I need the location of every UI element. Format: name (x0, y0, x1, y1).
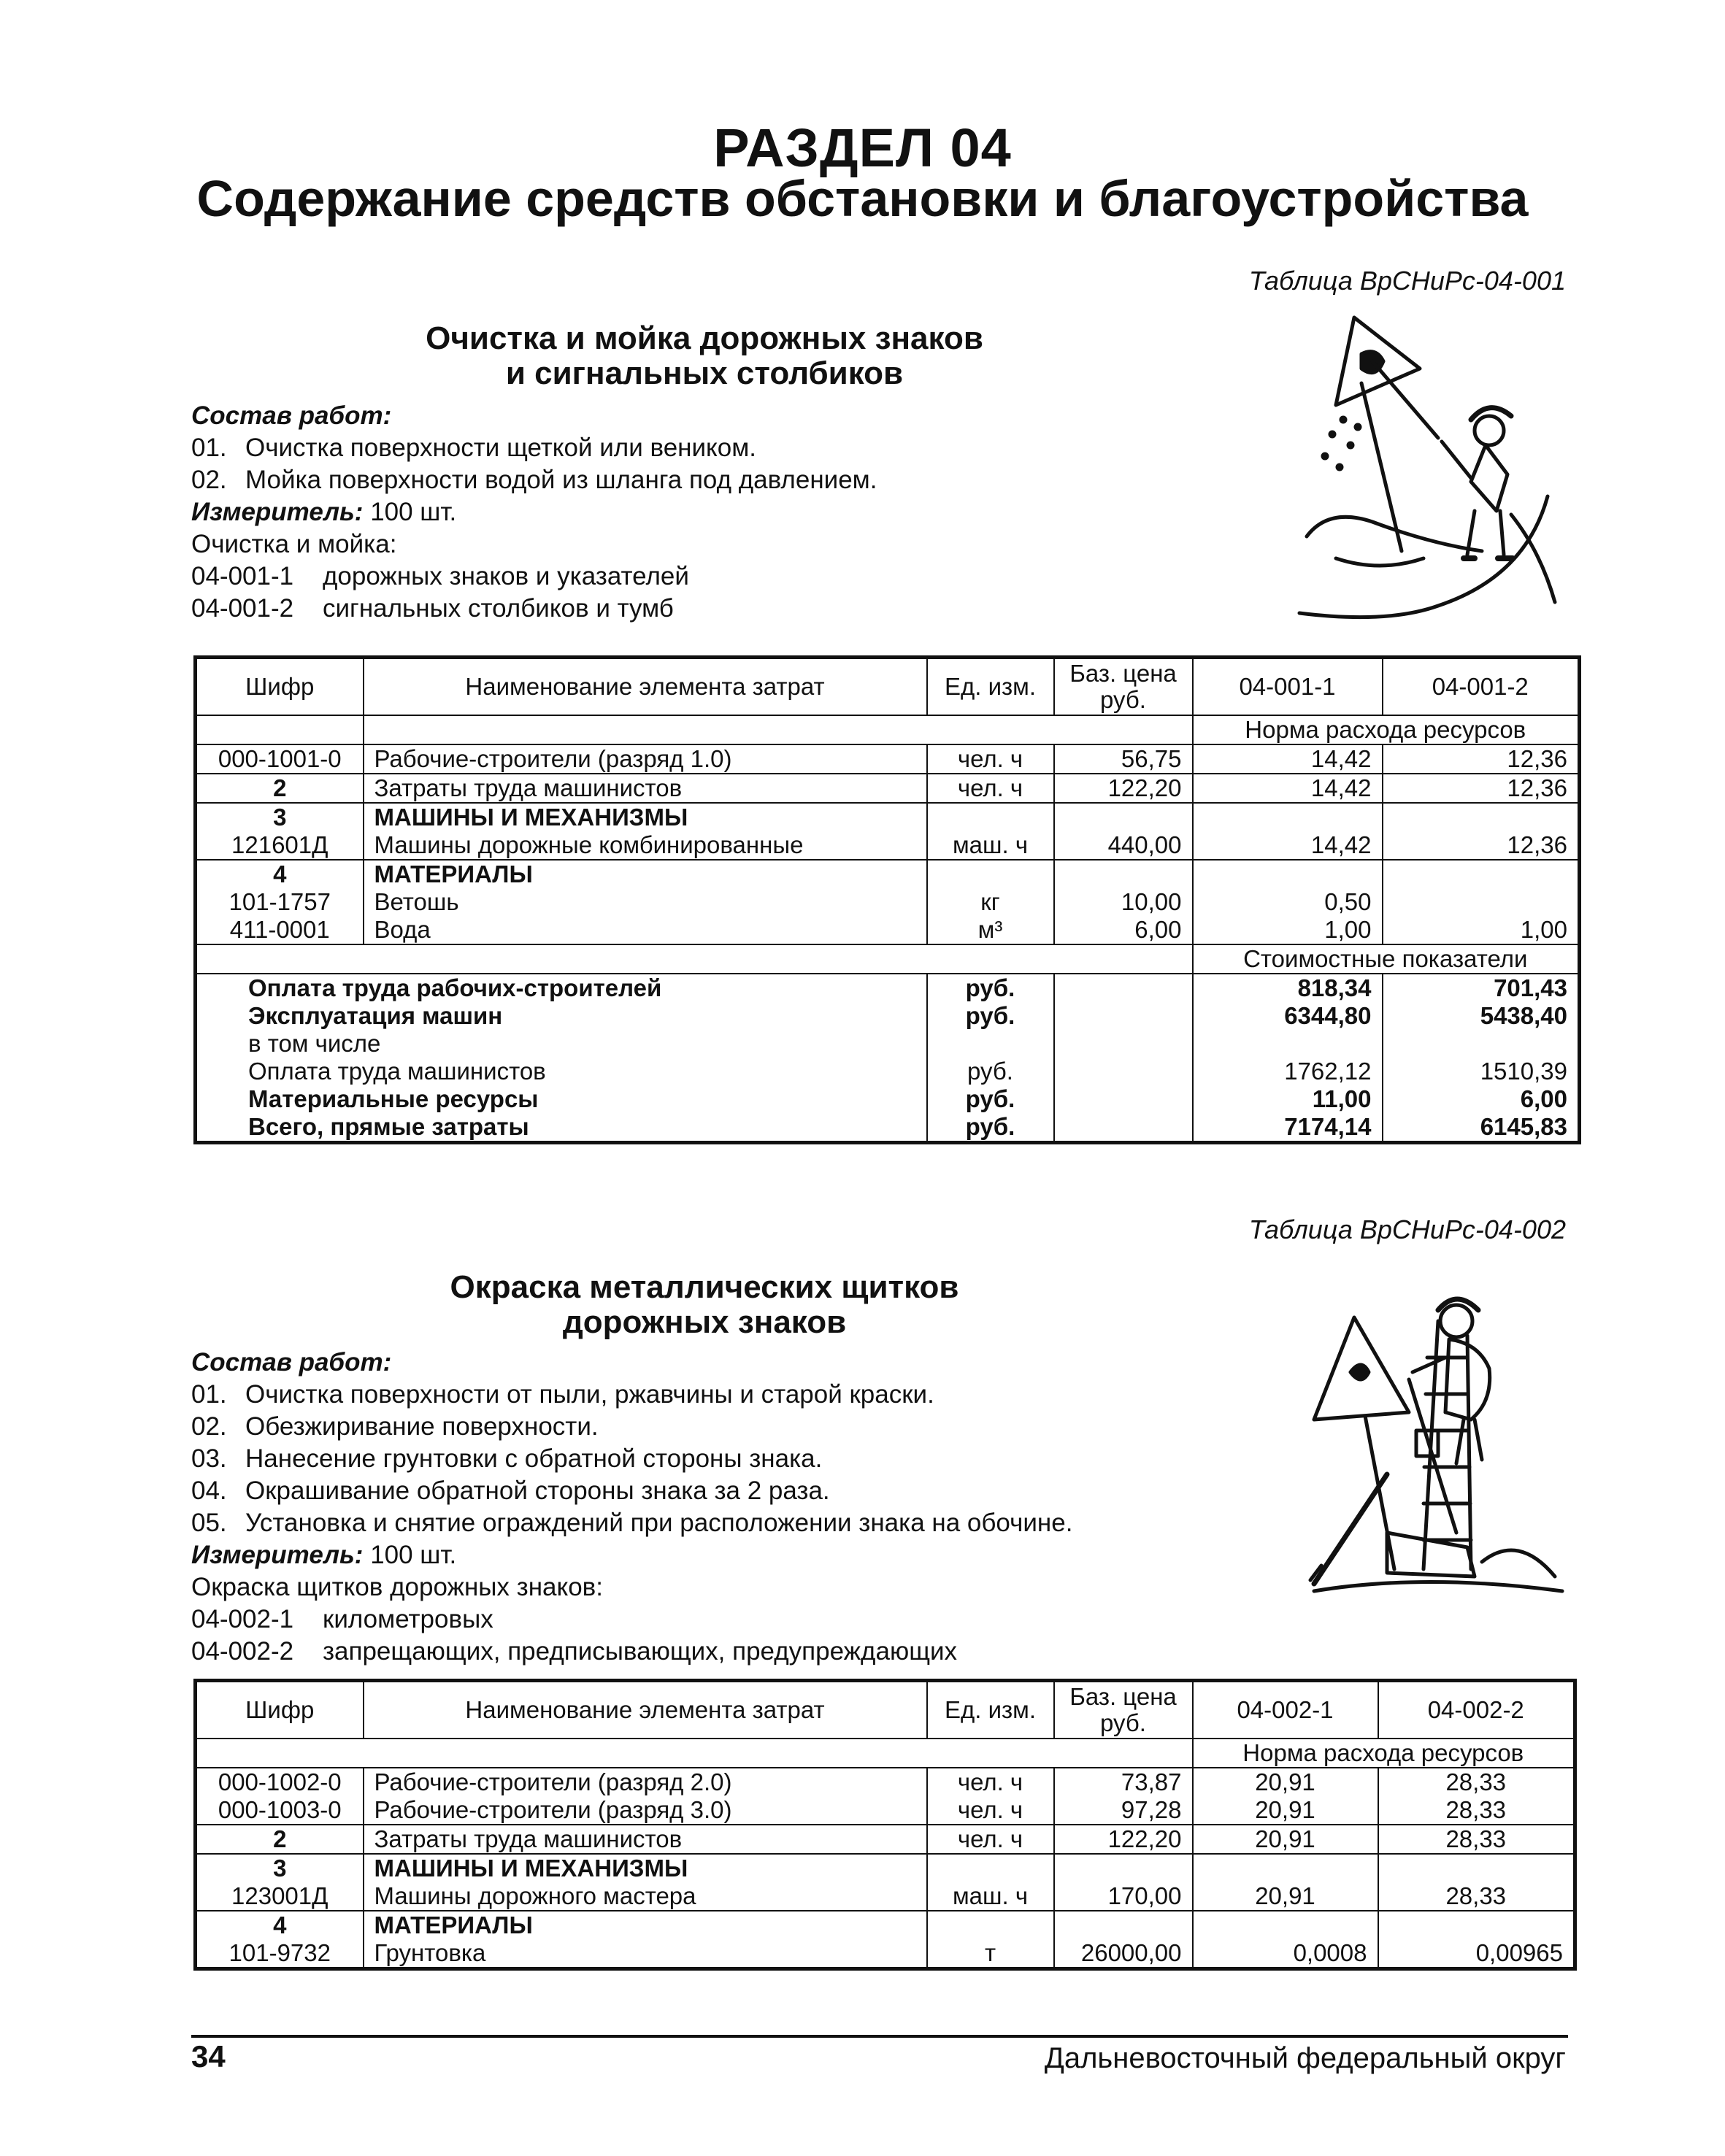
cost-header: Стоимостные показатели (1193, 944, 1580, 974)
table-title-2-line2: дорожных знаков (562, 1304, 847, 1340)
page-number: 34 (191, 2039, 226, 2074)
table-label-2: Таблица ВрСНиРс-04-002 (1248, 1214, 1566, 1244)
work-item: 01. Очистка поверхности щеткой или веником. (191, 434, 756, 462)
work-item: 02. Мойка поверхности водой из шланга под давлением. (191, 466, 877, 494)
machines-group: 3 123001Д (196, 1854, 364, 1911)
table-row: 000-1001-0 Рабочие-строители (разряд 1.0) чел. ч 56,75 14,42 12,36 (196, 744, 1580, 774)
col-header-variant-1: 04-002-1 (1193, 1681, 1378, 1739)
col-header-variant-1: 04-001-1 (1193, 658, 1383, 716)
table-title-2 (314, 1270, 1095, 1340)
col-header-price: Баз. цена руб. (1054, 658, 1193, 716)
table-row: 2 Затраты труда машинистов чел. ч 122,20 14,42 12,36 (196, 774, 1580, 803)
work-heading: Состав работ: (191, 401, 392, 430)
table-row: 4 101-9732 МАТЕРИАЛЫ Грунтовка т 26000,00 0,0008 0,00965 (196, 1911, 1575, 1969)
materials-group: 4 101-1757 411-0001 (196, 860, 364, 944)
machines-group: 3 121601Д (196, 803, 364, 860)
table-row: 4 101-1757 411-0001 МАТЕРИАЛЫ Ветошь Вода кг м³ 10,00 6,00 0,50 1,00 1,00 (196, 860, 1580, 944)
norm-header: Норма расхода ресурсов (1193, 1739, 1575, 1768)
meter-line: Измеритель: 100 шт. (191, 1541, 457, 1569)
scope-line: Очистка и мойка: (191, 530, 397, 558)
variant-line: 04-001-1 дорожных знаков и указателей (191, 562, 689, 590)
resource-table-2 (193, 1679, 1577, 1971)
variant-line: 04-002-2 запрещающих, предписывающих, предупреждающих (191, 1637, 958, 1666)
col-header-cipher: Шифр (196, 658, 364, 716)
table-title-2-line1: Окраска металлических щитков (450, 1269, 959, 1305)
table-title-1-line2: и сигнальных столбиков (505, 355, 904, 391)
table-row: 000-1002-0 000-1003-0 Рабочие-строители (разряд 2.0) Рабочие-строители (разряд 3.0) чел. ч чел. ч 73,87 97,28 20,91 20,91 28,33 28,33 (196, 1768, 1575, 1825)
col-header-unit: Ед. изм. (927, 1681, 1054, 1739)
table-title-1-line1: Очистка и мойка дорожных знаков (426, 320, 983, 356)
col-header-unit: Ед. изм. (927, 658, 1054, 716)
sign-washing-illustration (1292, 310, 1570, 631)
col-header-variant-2: 04-001-2 (1383, 658, 1580, 716)
work-description-1 (191, 400, 877, 625)
variant-line: 04-001-2 сигнальных столбиков и тумб (191, 594, 674, 623)
work-item: 03. Нанесение грунтовки с обратной стороны знака. (191, 1444, 823, 1473)
cost-block: Оплата труда рабочих-строителей Эксплуатация машин в том числе Оплата труда машинистов Материальные ресурсы Всего, прямые затраты руб. руб. руб. руб. руб. 818,34 6344,80 1762,12 11,00 7174,14 701,43 5438,40 1510,39 6,00 6145,83 (196, 974, 1580, 1143)
table-label-1: Таблица ВрСНиРс-04-001 (1248, 266, 1566, 296)
work-item: 02. Обезжиривание поверхности. (191, 1412, 599, 1441)
footer-rule (191, 2035, 1568, 2038)
col-header-price: Баз. цена руб. (1054, 1681, 1193, 1739)
scope-line: Окраска щитков дорожных знаков: (191, 1573, 603, 1601)
col-header-cipher: Шифр (196, 1681, 364, 1739)
table-row: 3 123001Д МАШИНЫ И МЕХАНИЗМЫ Машины дорожного мастера маш. ч 170,00 20,91 28,33 (196, 1854, 1575, 1911)
work-item: 05. Установка и снятие ограждений при расположении знака на обочине. (191, 1509, 1073, 1537)
col-header-variant-2: 04-002-2 (1378, 1681, 1575, 1739)
variant-line: 04-002-1 километровых (191, 1605, 493, 1633)
work-item: 01. Очистка поверхности от пыли, ржавчины и старой краски. (191, 1380, 934, 1409)
table-title-1 (314, 321, 1095, 391)
resource-table-1 (193, 655, 1581, 1144)
materials-group: 4 101-9732 (196, 1911, 364, 1969)
work-item: 04. Окрашивание обратной стороны знака за 2 раза. (191, 1477, 830, 1505)
footer-region: Дальневосточный федеральный округ (1044, 2042, 1566, 2074)
work-heading: Состав работ: (191, 1348, 392, 1377)
col-header-name: Наименование элемента затрат (364, 658, 927, 716)
table-row: 2 Затраты труда машинистов чел. ч 122,20 20,91 28,33 (196, 1825, 1575, 1854)
table-row: 3 121601Д МАШИНЫ И МЕХАНИЗМЫ Машины дорожные комбинированные маш. ч 440,00 14,42 12,36 (196, 803, 1580, 860)
col-header-name: Наименование элемента затрат (364, 1681, 927, 1739)
meter-line: Измеритель: 100 шт. (191, 498, 457, 526)
sign-painting-illustration (1299, 1292, 1570, 1598)
norm-header: Норма расхода ресурсов (1193, 715, 1580, 744)
section-subtitle: Содержание средств обстановки и благоустройства (196, 170, 1529, 227)
section-title: РАЗДЕЛ 04 (713, 118, 1012, 178)
work-description-2 (191, 1347, 1072, 1668)
